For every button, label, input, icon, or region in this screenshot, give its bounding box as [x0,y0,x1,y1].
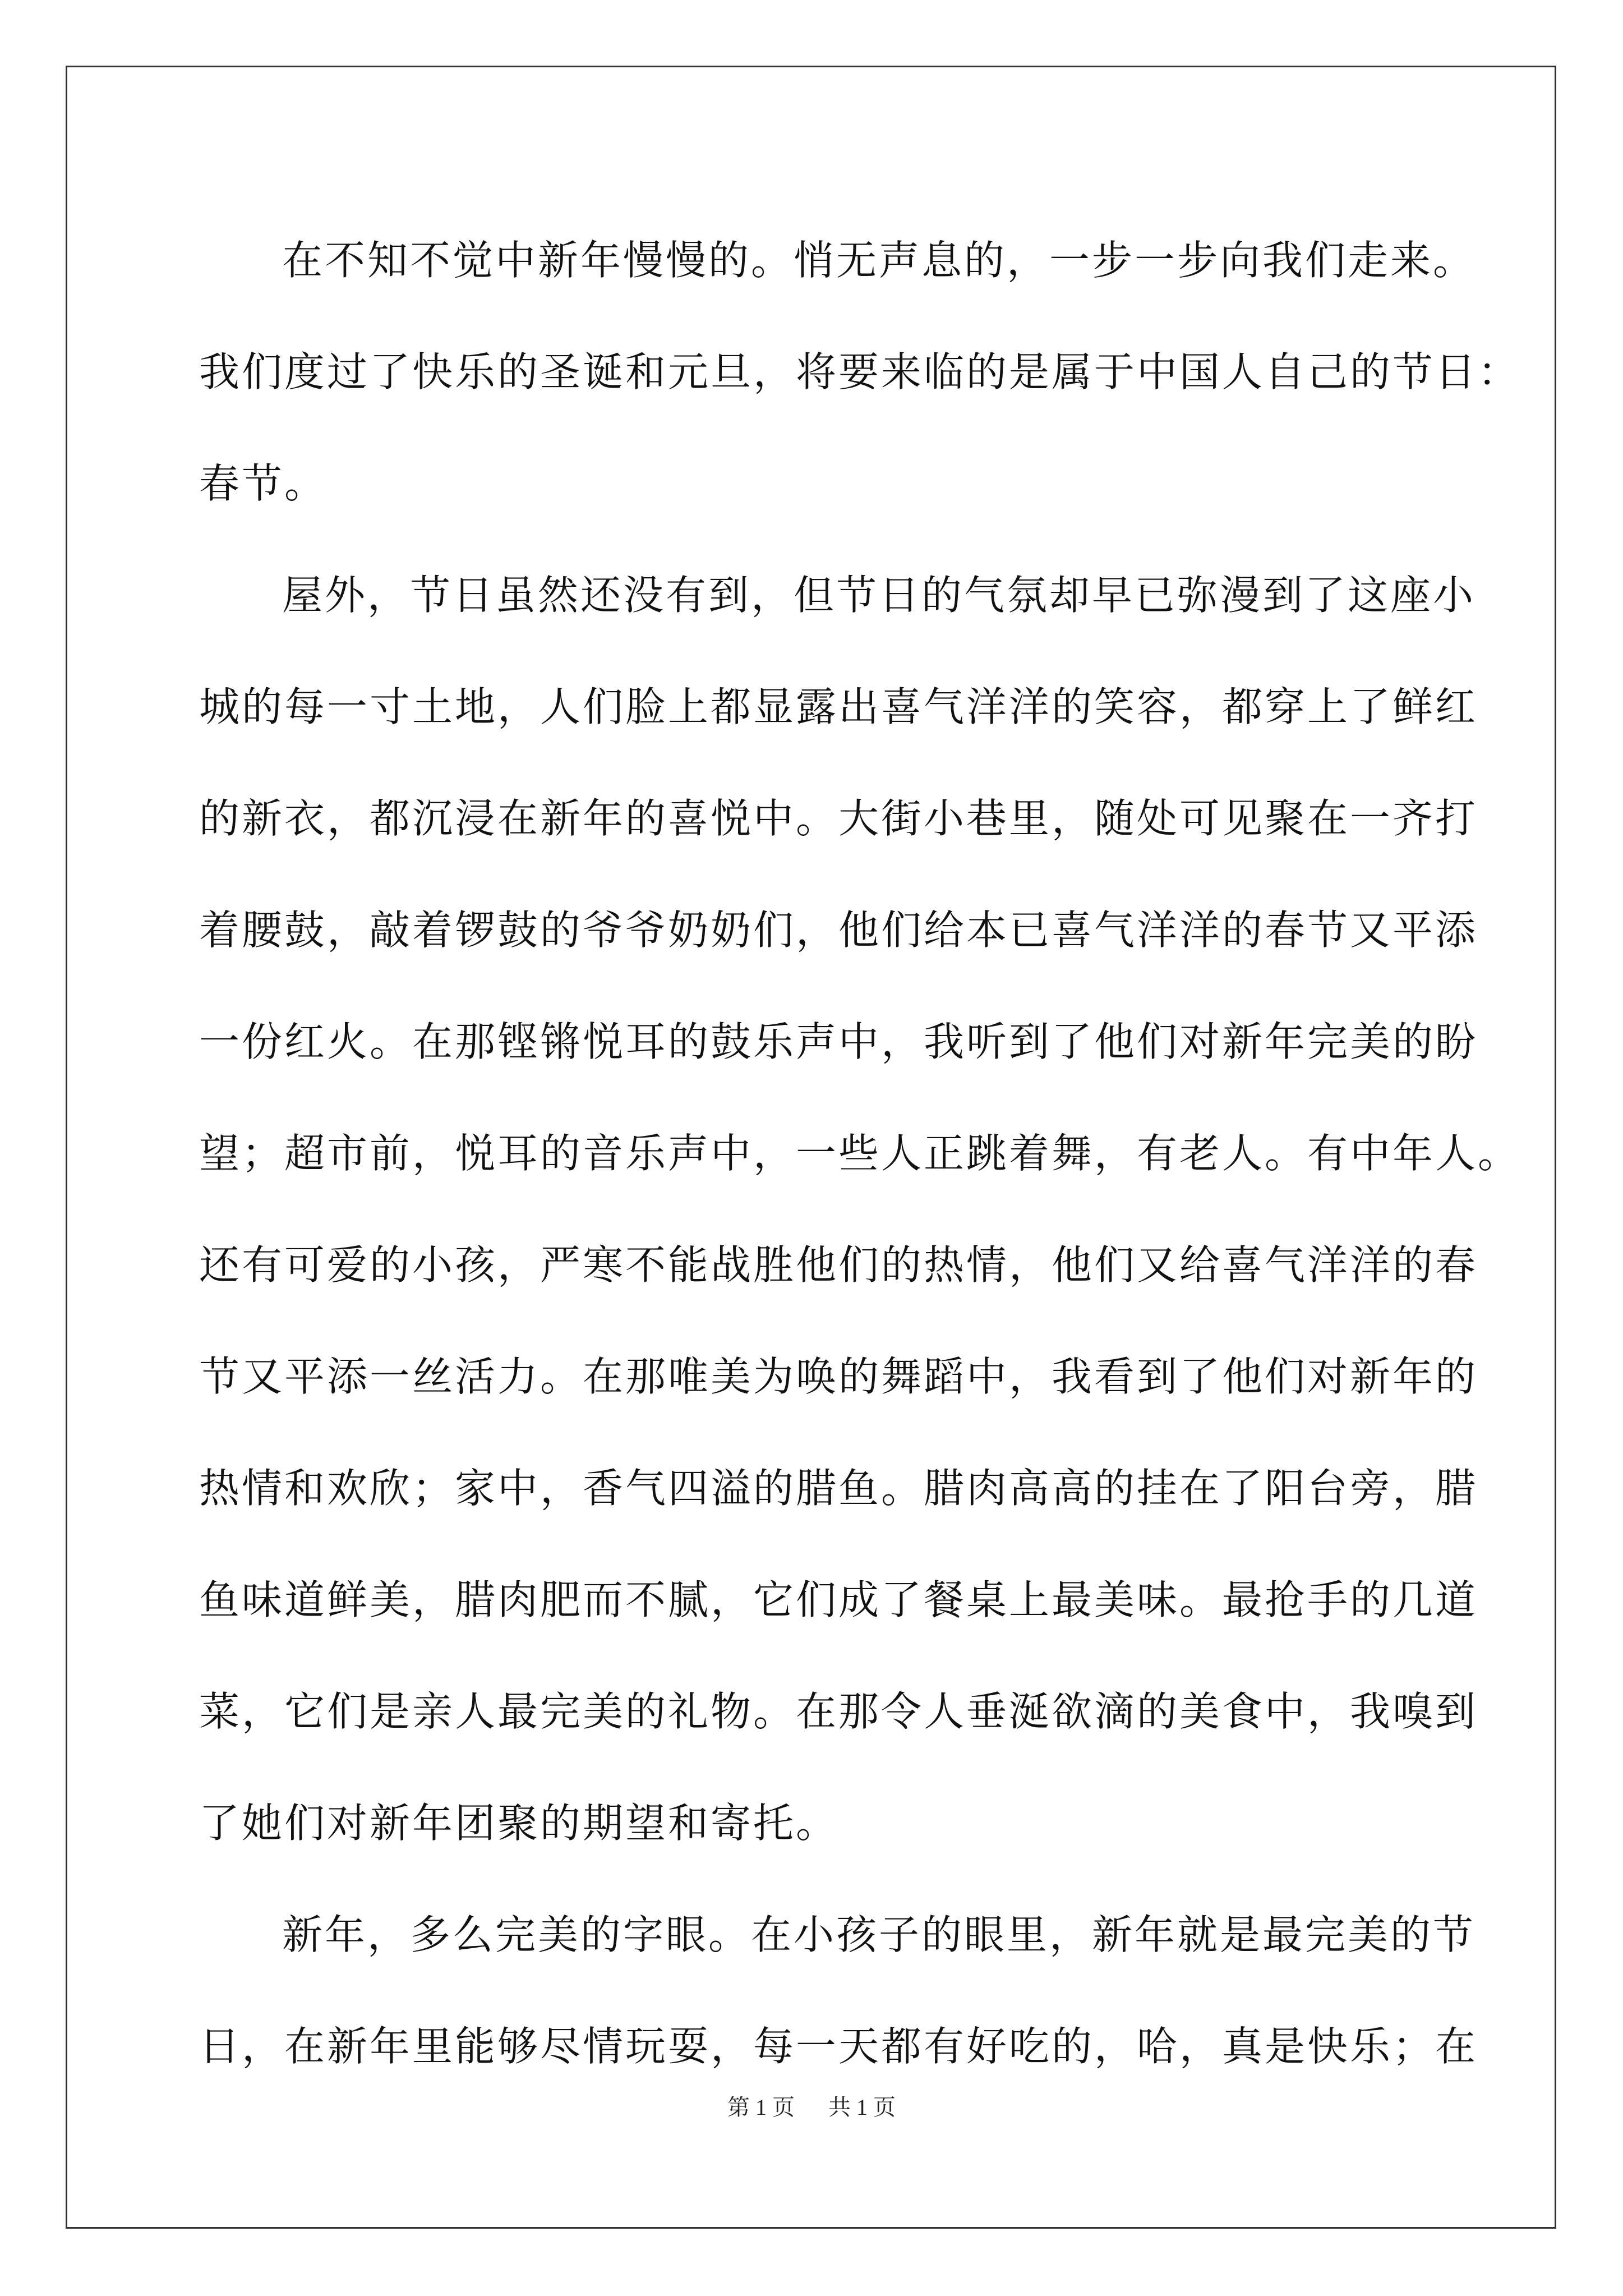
text-line: 着腰鼓，敲着锣鼓的爷爷奶奶们，他们给本已喜气洋洋的春节又平添 [199,907,1478,954]
text-line: 屋外，节日虽然还没有到，但节日的气氛却早已弥漫到了这座小 [282,572,1476,619]
text-line: 的新衣，都沉浸在新年的喜悦中。大街小巷里，随处可见聚在一齐打 [199,795,1478,842]
page-total: 共 1 页 [828,2095,896,2120]
document-body [199,205,1521,2102]
text-line: 节又平添一丝活力。在那唯美为唤的舞蹈中，我看到了他们对新年的 [199,1353,1478,1400]
text-line: 还有可爱的小孩，严寒不能战胜他们的热情，他们又给喜气洋洋的春 [199,1241,1478,1289]
text-line: 热情和欢欣；家中，香气四溢的腊鱼。腊肉高高的挂在了阳台旁，腊 [199,1465,1478,1512]
text-line: 春节。 [199,460,328,507]
page-footer [0,2090,1623,2122]
text-line: 一份红火。在那铿锵悦耳的鼓乐声中，我听到了他们对新年完美的盼 [199,1018,1478,1065]
text-line: 菜，它们是亲人最完美的礼物。在那令人垂涎欲滴的美食中，我嗅到 [199,1688,1478,1735]
text-line: 日，在新年里能够尽情玩耍，每一天都有好吃的，哈，真是快乐；在 [199,2023,1478,2070]
text-line: 新年，多么完美的字眼。在小孩子的眼里，新年就是最完美的节 [282,1911,1476,1958]
page-number: 第 1 页 [727,2095,795,2120]
text-line: 在不知不觉中新年慢慢的。悄无声息的，一步一步向我们走来。 [282,237,1476,284]
text-line: 我们度过了快乐的圣诞和元旦，将要来临的是属于中国人自己的节日： [199,348,1521,395]
text-line: 鱼味道鲜美，腊肉肥而不腻，它们成了餐桌上最美味。最抢手的几道 [199,1576,1478,1623]
text-line: 了她们对新年团聚的期望和寄托。 [199,1800,839,1847]
text-line: 城的每一寸土地，人们脸上都显露出喜气洋洋的笑容，都穿上了鲜红 [199,683,1478,730]
text-line: 望；超市前，悦耳的音乐声中，一些人正跳着舞，有老人。有中年人。 [199,1130,1521,1177]
